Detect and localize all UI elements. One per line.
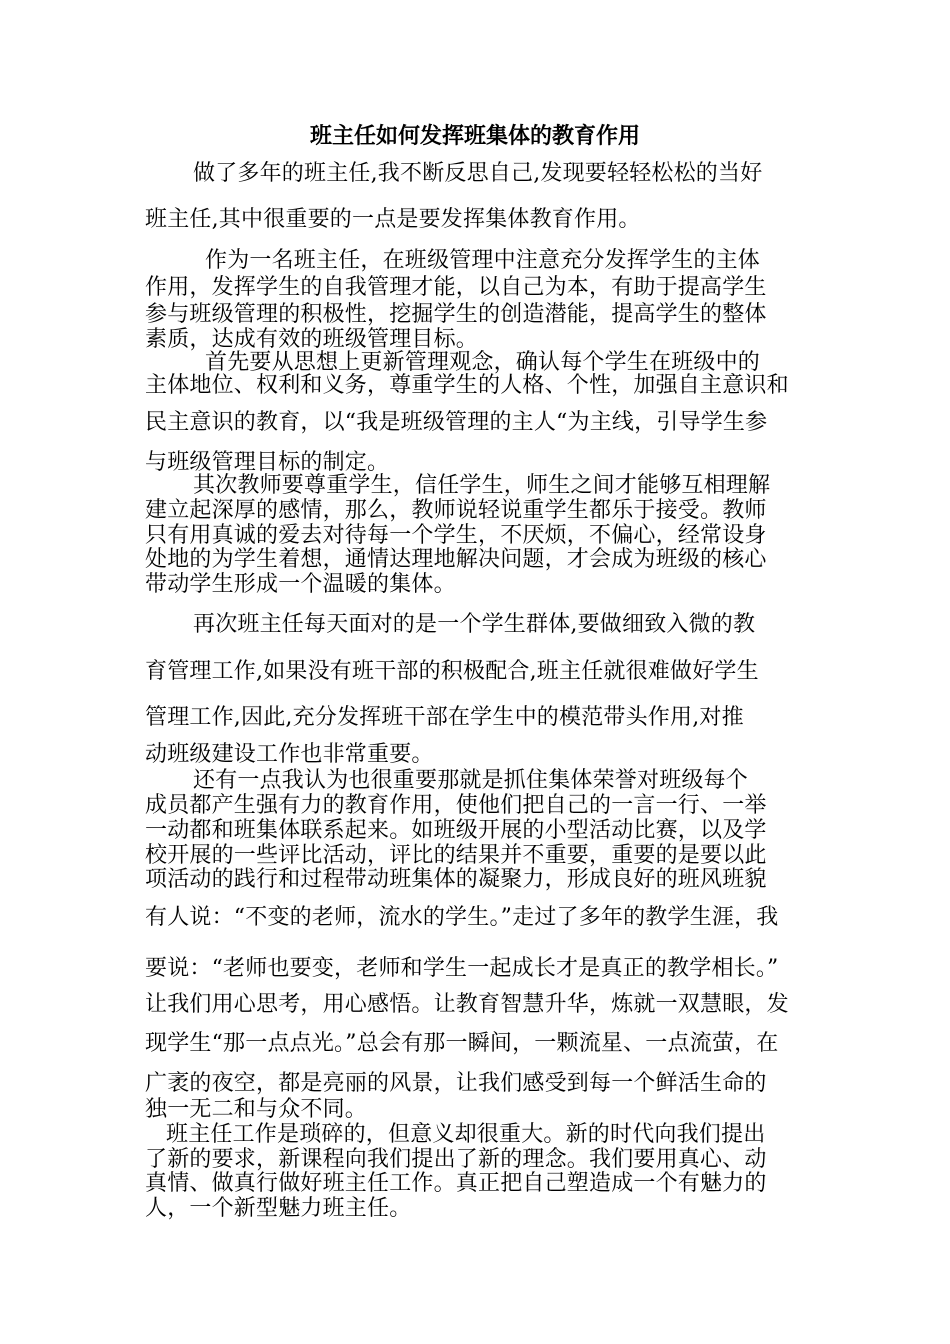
text-line: 素质，达成有效的班级管理目标。 [145,327,479,352]
text-line: 广袤的夜空，都是亮丽的风景，让我们感受到每一个鲜活生命的 [145,1071,767,1096]
text-line: 处地的为学生着想，通情达理地解决问题，才会成为班级的核心 [145,547,767,572]
text-line: 主体地位、权利和义务，尊重学生的人格、个性，加强自主意识和 [145,373,789,398]
text-line: 民主意识的教育，以“我是班级管理的主人“为主线，引导学生参 [145,410,768,435]
text-line: 带动学生形成一个温暖的集体。 [145,572,456,597]
text-line: 现学生“那一点点光。”总会有那一瞬间，一颗流星、一点流萤，在 [145,1031,779,1056]
text-line: 做了多年的班主任,我不断反思自己,发现要轻轻松松的当好 [193,161,763,186]
text-line: 成员都产生强有力的教育作用，使他们把自己的一言一行、一举 [145,793,767,818]
text-line: 一动都和班集体联系起来。如班级开展的小型活动比赛，以及学 [145,818,767,843]
text-line: 班主任,其中很重要的一点是要发挥集体教育作用。 [145,207,641,232]
text-line: 只有用真诚的爱去对待每一个学生，不厌烦，不偏心，经常设身 [145,523,767,548]
text-line: 有人说：“不变的老师，流水的学生。”走过了多年的教学生涯，我 [145,905,779,930]
text-line: 了新的要求，新课程向我们提出了新的理念。我们要用真心、动 [145,1147,767,1172]
text-line: 育管理工作,如果没有班干部的积极配合,班主任就很难做好学生 [145,659,759,684]
text-line: 动班级建设工作也非常重要。 [145,742,434,767]
text-line: 要说：“老师也要变，老师和学生一起成长才是真正的教学相长。” [145,956,779,981]
text-line: 还有一点我认为也很重要那就是抓住集体荣誉对班级每个 [193,768,749,793]
text-line: 作用，发挥学生的自我管理才能，以自己为本，有助于提高学生 [145,275,767,300]
text-line: 作为一名班主任，在班级管理中注意充分发挥学生的主体 [205,248,761,273]
text-line: 校开展的一些评比活动，评比的结果并不重要，重要的是要以此 [145,843,767,868]
text-line: 真情、做真行做好班主任工作。真正把自己塑造成一个有魅力的 [145,1171,767,1196]
text-line: 其次教师要尊重学生，信任学生，师生之间才能够互相理解 [193,473,771,498]
text-line: 建立起深厚的感情，那么，教师说轻说重学生都乐于接受。教师 [145,498,767,523]
text-line: 首先要从思想上更新管理观念，确认每个学生在班级中的 [205,350,761,375]
text-line: 独一无二和与众不同。 [145,1097,368,1122]
document-title: 班主任如何发挥班集体的教育作用 [309,123,640,149]
text-line: 与班级管理目标的制定。 [145,450,390,475]
text-line: 再次班主任每天面对的是一个学生群体,要做细致入微的教 [193,612,756,637]
text-line: 班主任工作是琐碎的，但意义却很重大。新的时代向我们提出 [166,1122,766,1147]
text-line: 管理工作,因此,充分发挥班干部在学生中的模范带头作用,对推 [145,705,744,730]
text-line: 项活动的践行和过程带动班集体的凝聚力，形成良好的班风班貌 [145,867,767,892]
text-line: 人，一个新型魅力班主任。 [145,1196,412,1221]
text-line: 参与班级管理的积极性，挖掘学生的创造潜能，提高学生的整体 [145,302,767,327]
text-line: 让我们用心思考，用心感悟。让教育智慧升华，炼就一双慧眼，发 [145,992,789,1017]
